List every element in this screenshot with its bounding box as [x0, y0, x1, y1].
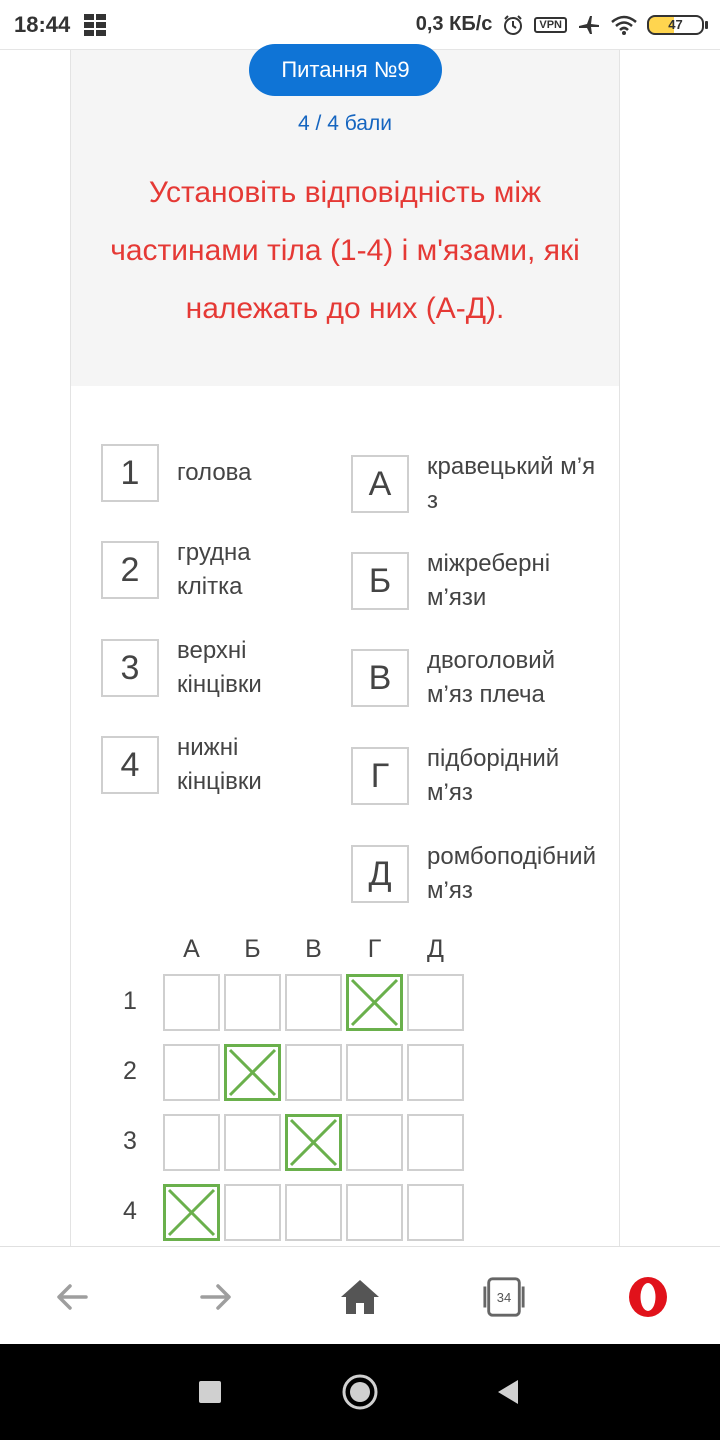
left-item-key: 4 [101, 736, 159, 794]
tabs-button[interactable] [482, 1275, 526, 1319]
left-item-4 [101, 731, 317, 799]
system-back-button[interactable] [488, 1372, 528, 1412]
question-header [71, 50, 619, 386]
grid-column-header: Д [427, 935, 444, 963]
forward-button[interactable] [194, 1275, 238, 1319]
browser-toolbar [0, 1246, 720, 1344]
left-item-text: верхні кінцівки [177, 637, 262, 698]
grid-cell-checked[interactable] [163, 1184, 220, 1241]
cross-mark-icon [166, 1187, 217, 1238]
triangle-back-icon [495, 1378, 521, 1406]
left-item-1 [101, 444, 317, 502]
left-item-text: нижні кінцівки [177, 734, 262, 795]
arrow-left-icon [52, 1277, 92, 1317]
grid-cell[interactable] [285, 974, 342, 1031]
grid-cell[interactable] [285, 1044, 342, 1101]
app-grid-icon [84, 14, 106, 36]
left-item-2 [101, 536, 297, 604]
cross-mark-icon [288, 1117, 339, 1168]
grid-cell[interactable] [346, 1184, 403, 1241]
right-item-v [351, 644, 599, 712]
back-button[interactable] [50, 1275, 94, 1319]
home-button[interactable] [338, 1275, 382, 1319]
net-speed: 0,3 КБ/с [415, 13, 493, 35]
home-icon [339, 1276, 381, 1318]
right-item-text: підборідний м’яз [427, 745, 560, 806]
status-bar [0, 0, 720, 50]
right-item-key: В [351, 649, 409, 707]
right-item-g [351, 742, 589, 810]
left-item-key: 1 [101, 444, 159, 502]
grid-cell[interactable] [163, 1044, 220, 1101]
right-item-text: двоголовий м’яз плеча [427, 647, 556, 708]
grid-cell[interactable] [163, 1114, 220, 1171]
grid-cell[interactable] [285, 1184, 342, 1241]
grid-cell[interactable] [346, 1114, 403, 1171]
right-item-a [351, 450, 599, 518]
right-item-text: кравецький м’яз [427, 453, 596, 514]
grid-cell[interactable] [407, 1184, 464, 1241]
battery-icon [647, 15, 708, 35]
grid-cell-checked[interactable] [285, 1114, 342, 1171]
grid-row-header: 2 [123, 1057, 137, 1085]
left-item-text: грудна клітка [177, 539, 251, 600]
left-item-3 [101, 634, 317, 702]
right-item-key: Г [351, 747, 409, 805]
wifi-icon [611, 14, 637, 36]
cross-mark-icon [349, 977, 400, 1028]
battery-level: 47 [647, 15, 704, 35]
opera-logo-icon [627, 1276, 669, 1318]
right-item-key: Б [351, 552, 409, 610]
question-text: Установіть відповідність між частинами тіла (1-4) і м'язами, які належать до них (А-Д). [110, 176, 580, 325]
score-label: 4 / 4 бали [298, 112, 392, 135]
cross-mark-icon [227, 1047, 278, 1098]
grid-cell[interactable] [224, 974, 281, 1031]
circle-icon [341, 1373, 379, 1411]
alarm-icon [502, 14, 524, 36]
grid-cell-checked[interactable] [224, 1044, 281, 1101]
grid-cell[interactable] [224, 1184, 281, 1241]
question-card [70, 50, 620, 1246]
grid-cell[interactable] [163, 974, 220, 1031]
grid-cell[interactable] [224, 1114, 281, 1171]
right-item-key: А [351, 455, 409, 513]
grid-column-header: В [305, 935, 322, 963]
opera-menu-button[interactable] [626, 1275, 670, 1319]
tabs-count: 34 [496, 1289, 512, 1305]
left-item-text: голова [177, 459, 252, 486]
left-item-key: 2 [101, 541, 159, 599]
right-item-d [351, 840, 599, 908]
grid-row-header: 4 [123, 1197, 137, 1225]
grid-cell[interactable] [407, 974, 464, 1031]
grid-cell-checked[interactable] [346, 974, 403, 1031]
arrow-right-icon [196, 1277, 236, 1317]
recents-button[interactable] [190, 1372, 230, 1412]
grid-column-header: Г [367, 935, 382, 963]
grid-cell[interactable] [407, 1114, 464, 1171]
question-number-badge: Питання №9 [249, 44, 442, 96]
right-item-text: міжреберні м’язи [427, 550, 551, 611]
clock: 18:44 [14, 11, 71, 37]
right-item-text: ромбоподібний м’яз [427, 843, 596, 904]
airplane-icon [577, 13, 601, 37]
grid-column-header: А [183, 935, 200, 963]
vpn-badge: VPN [534, 17, 567, 33]
grid-column-header: Б [244, 935, 261, 963]
left-item-key: 3 [101, 639, 159, 697]
grid-row-header: 1 [123, 987, 137, 1015]
grid-cell[interactable] [346, 1044, 403, 1101]
square-icon [197, 1379, 223, 1405]
right-item-b [351, 547, 599, 615]
grid-cell[interactable] [407, 1044, 464, 1101]
system-home-button[interactable] [340, 1372, 380, 1412]
grid-row-header: 3 [123, 1127, 137, 1155]
system-nav-bar [0, 1344, 720, 1440]
right-item-key: Д [351, 845, 409, 903]
